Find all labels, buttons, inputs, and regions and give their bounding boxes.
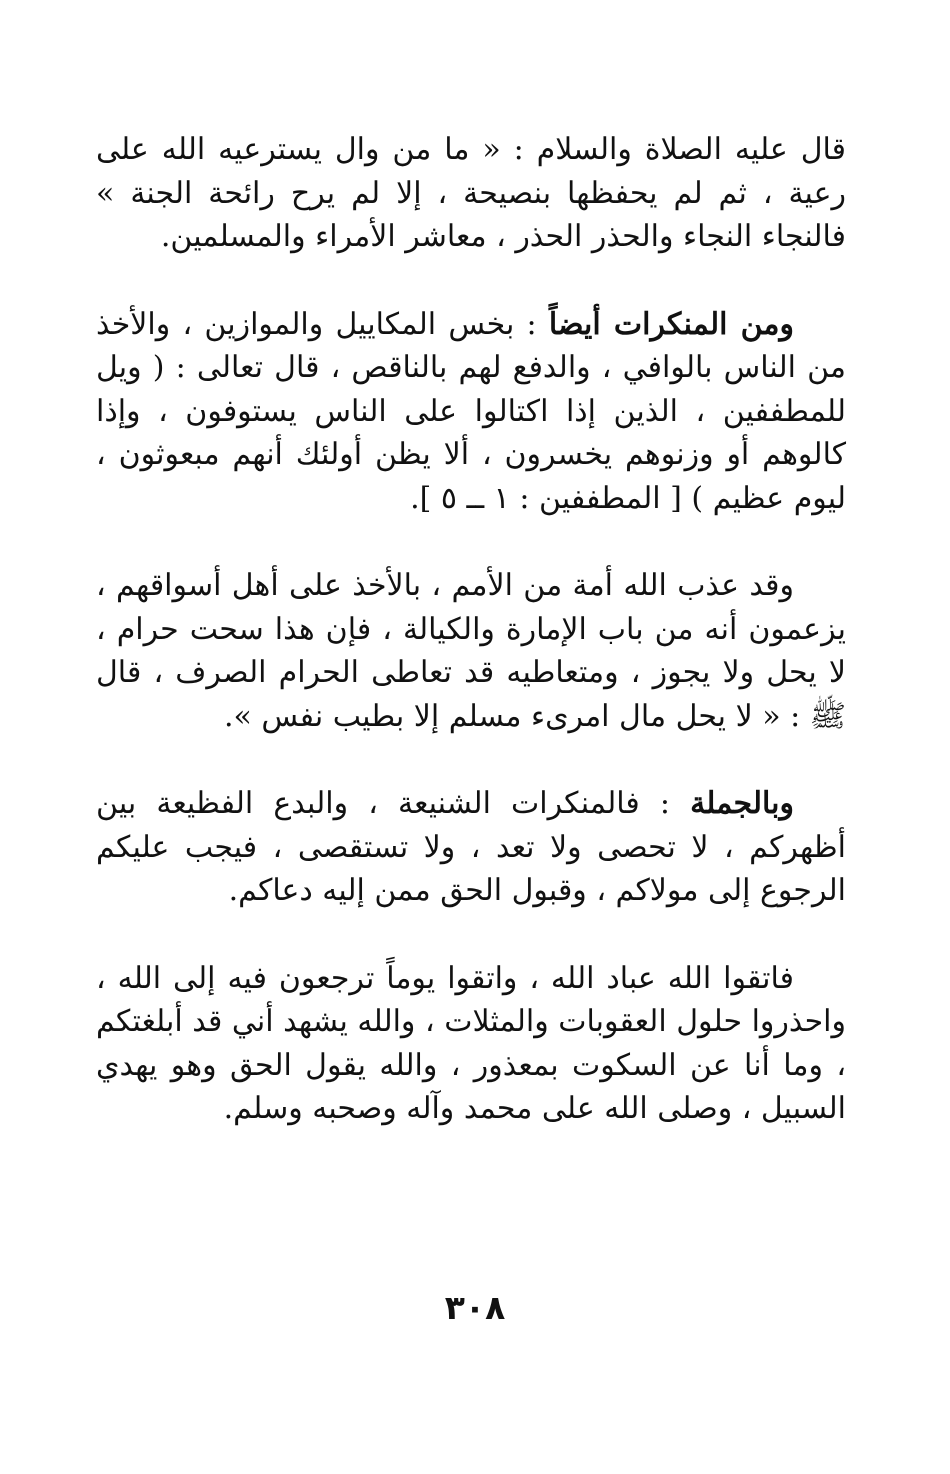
paragraph-text: وقد عذب الله أمة من الأمم ، بالأخذ على أهل أسواقهم ، يزعمون أنه من باب الإمارة والكيالة ، فإن هذا سحت حرام ، لا يحل ولا يجوز ، ومتعاطيه قد تعاطى الحرام الصرف ، قال ﷺ : « لا يحل مال امرىء مسلم إلا بطيب نفس ». [96, 568, 846, 734]
paragraph-market-taxes [96, 564, 846, 738]
page-number: ٣٠٨ [444, 1288, 506, 1327]
paragraph-lead: وبالجملة [690, 786, 794, 821]
paragraph-text: : فالمنكرات الشنيعة ، والبدع الفظيعة بين أظهركم ، لا تحصى ولا تعد ، ولا تستقصى ، فيجب عليكم الرجوع إلى مولاكم ، وقبول الحق ممن إليه دعاكم. [96, 786, 846, 908]
paragraph-text: قال عليه الصلاة والسلام : « ما من وال يسترعيه الله على رعية ، ثم لم يحفظها بنصيحة ، إلا لم يرح رائحة الجنة » فالنجاء النجاء والحذر الحذر ، معاشر الأمراء والمسلمين. [96, 132, 846, 254]
paragraph-hadith-ruler [96, 128, 846, 259]
paragraph-text: : بخس المكاييل والموازين ، والأخذ من الناس بالوافي ، والدفع لهم بالناقص ، قال تعالى : ( ويل للمطففين ، الذين إذا اكتالوا على الناس يستوفون ، وإذا كالوهم أو وزنوهم يخسرون ، ألا يظن أولئك أنهم مبعوثون ، ليوم عظيم ) [ المطففين : ١ ــ ٥ ]. [96, 306, 846, 516]
paragraph-summary [96, 782, 846, 913]
paragraph-closing [96, 957, 846, 1131]
page-body [96, 128, 846, 1131]
paragraph-weights-measures [96, 303, 846, 521]
paragraph-lead: ومن المنكرات أيضاً [548, 306, 794, 342]
paragraph-text: فاتقوا الله عباد الله ، واتقوا يوماً ترجعون فيه إلى الله ، واحذروا حلول العقوبات والمثلات ، والله يشهد أني قد أبلغتكم ، وما أنا عن السكوت بمعذور ، والله يقول الحق وهو يهدي السبيل ، وصلى الله على محمد وآله وصحبه وسلم. [96, 960, 846, 1126]
